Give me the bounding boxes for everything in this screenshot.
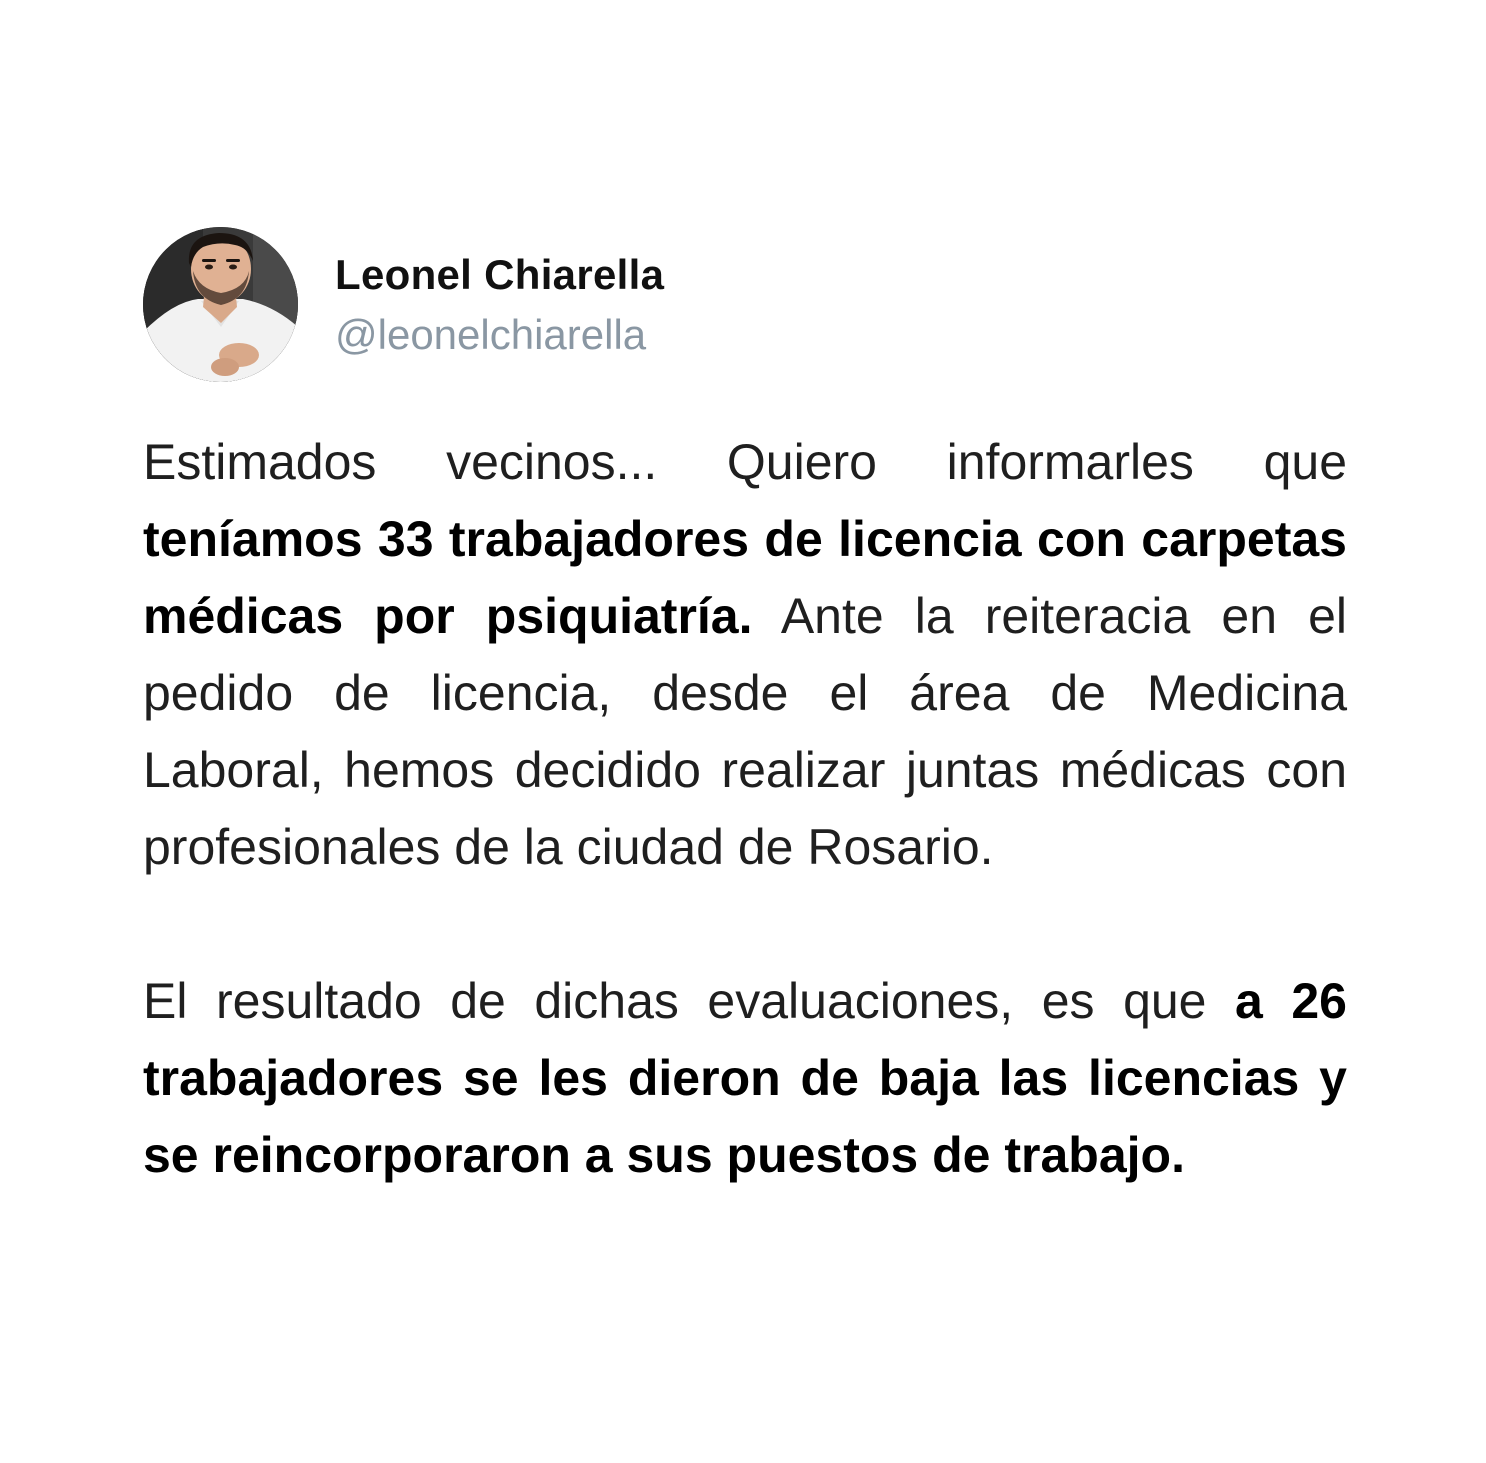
display-name[interactable]: Leonel Chiarella: [335, 250, 665, 298]
tweet-text-bold: teníamos 33 trabajadores de licencia con carpetas médicas por psiquiatría.: [143, 511, 1347, 644]
avatar[interactable]: [143, 227, 298, 382]
tweet-paragraph-2: [143, 963, 1347, 1194]
user-handle[interactable]: @leonelchiarella: [335, 310, 647, 358]
tweet-paragraph-1: [143, 424, 1347, 886]
tweet-author: [143, 227, 1347, 382]
tweet-card: [143, 227, 1347, 1194]
profile-photo-avatar-icon: [143, 227, 298, 382]
author-text: [335, 249, 664, 361]
tweet-body: [143, 424, 1347, 1194]
tweet-text: Estimados vecinos... Quiero informarles que: [143, 434, 1347, 490]
tweet-text: Ante la reiteracia en el pedido de licencia, desde el área de Medicina Laboral, hemos decidido realizar juntas médicas con profesionales de la ciudad de Rosario.: [143, 588, 1347, 875]
tweet-text-bold: a 26 trabajadores se les dieron de baja las licencias y se reincorporaron a sus puestos de trabajo.: [143, 973, 1347, 1183]
tweet-text: El resultado de dichas evaluaciones, es que: [143, 973, 1236, 1029]
